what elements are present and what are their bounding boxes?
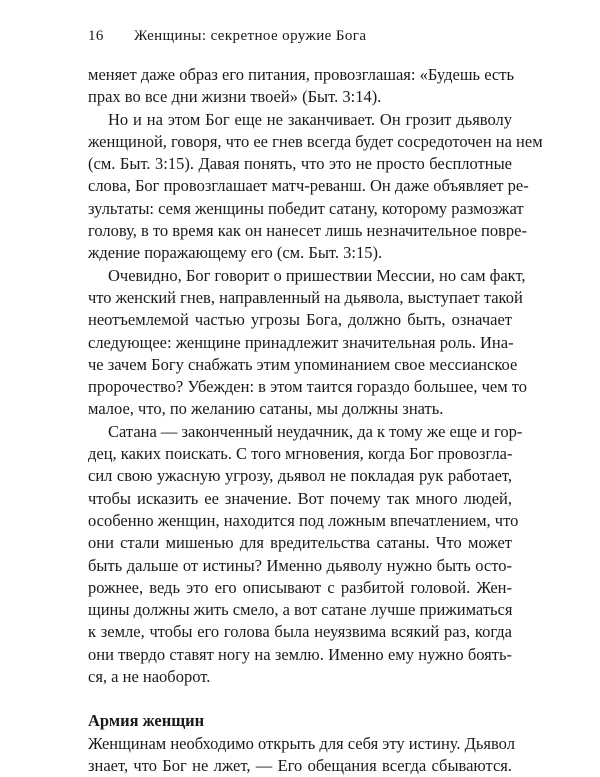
text-line: особенно женщин, находится под ложным впечатлением, что <box>88 510 519 530</box>
paragraph-1 <box>88 64 512 109</box>
paragraph-4 <box>88 421 523 689</box>
text-line: дец, каких поискать. С того мгновения, когда Бог провозгла- <box>88 444 513 464</box>
text-line: че зачем Богу снабжать этим упоминанием свое мессианское <box>88 354 518 374</box>
text-line: сил свою ужасную угрозу, дьявол не покладая рук работает, <box>88 466 512 486</box>
page-body <box>88 64 543 777</box>
section-heading: Армия женщин <box>88 711 205 731</box>
running-head <box>88 28 518 45</box>
text-line: знает, что Бог не лжет, — Его обещания всегда сбываются. <box>88 755 512 775</box>
paragraph-3 <box>88 265 528 421</box>
text-line: Но и на этом Бог еще не заканчивает. Он грозит дьяволу <box>108 109 512 129</box>
text-line: к земле, чтобы его голова была неуязвима всякий раз, когда <box>88 622 512 642</box>
text-line: малое, что, по желанию сатаны, мы должны знать. <box>88 399 444 419</box>
text-line: рожнее, ведь это его описывают с разбитой головой. Жен- <box>88 577 512 597</box>
running-title: Женщины: секретное оружие Бога <box>134 28 367 44</box>
text-line: (см. Быт. 3:15). Давая понять, что это не просто бесплотные <box>88 154 512 174</box>
text-line: ждение поражающему его (см. Быт. 3:15). <box>88 243 383 263</box>
text-line: меняет даже образ его питания, провозглашая: «Будешь есть <box>88 65 514 84</box>
text-line: зультаты: семя женщины победит сатану, которому размозжат <box>88 198 524 218</box>
text-line: слова, Бог провозглашает матч-реванш. Он даже объявляет ре- <box>88 176 529 196</box>
text-line: неотъемлемой частью угрозы Бога, должно быть, означает <box>88 310 512 330</box>
text-line: Очевидно, Бог говорит о пришествии Мессии, но сам факт, <box>108 265 526 285</box>
text-line: пророчество? Убежден: в этом таится гораздо большее, чем то <box>88 377 528 397</box>
text-line: щины должны жить смело, а вот сатане лучше прижиматься <box>88 600 513 620</box>
text-line: они твердо ставят ногу на землю. Именно ему нужно боять- <box>88 644 512 664</box>
text-line: что женский гнев, направленный на дьявола, выступает такой <box>88 287 523 307</box>
text-line: чтобы исказить ее значение. Вот почему так много людей, <box>88 488 512 508</box>
page-number: 16 <box>88 28 104 44</box>
text-line: Сатана — законченный неудачник, да к тому же еще и гор- <box>108 421 523 441</box>
text-line: следующее: женщине принадлежит значительная роль. Ина- <box>88 332 514 352</box>
text-line: Женщинам необходимо открыть для себя эту истину. Дьявол <box>88 733 515 753</box>
text-line: ся, а не наоборот. <box>88 667 211 687</box>
text-line: быть дальше от истины? Именно дьяволу нужно быть осто- <box>88 555 512 575</box>
text-line: голову, в то время как он нанесет лишь незначительное повре- <box>88 221 527 241</box>
text-line: прах во все дни жизни твоей» (Быт. 3:14). <box>88 87 382 107</box>
text-line: они стали мишенью для вредительства сатаны. Что может <box>88 533 512 553</box>
paragraph-2 <box>88 109 543 265</box>
section-army-of-women <box>88 710 515 777</box>
text-line: женщиной, говоря, что ее гнев всегда будет сосредоточен на нем <box>88 131 543 151</box>
